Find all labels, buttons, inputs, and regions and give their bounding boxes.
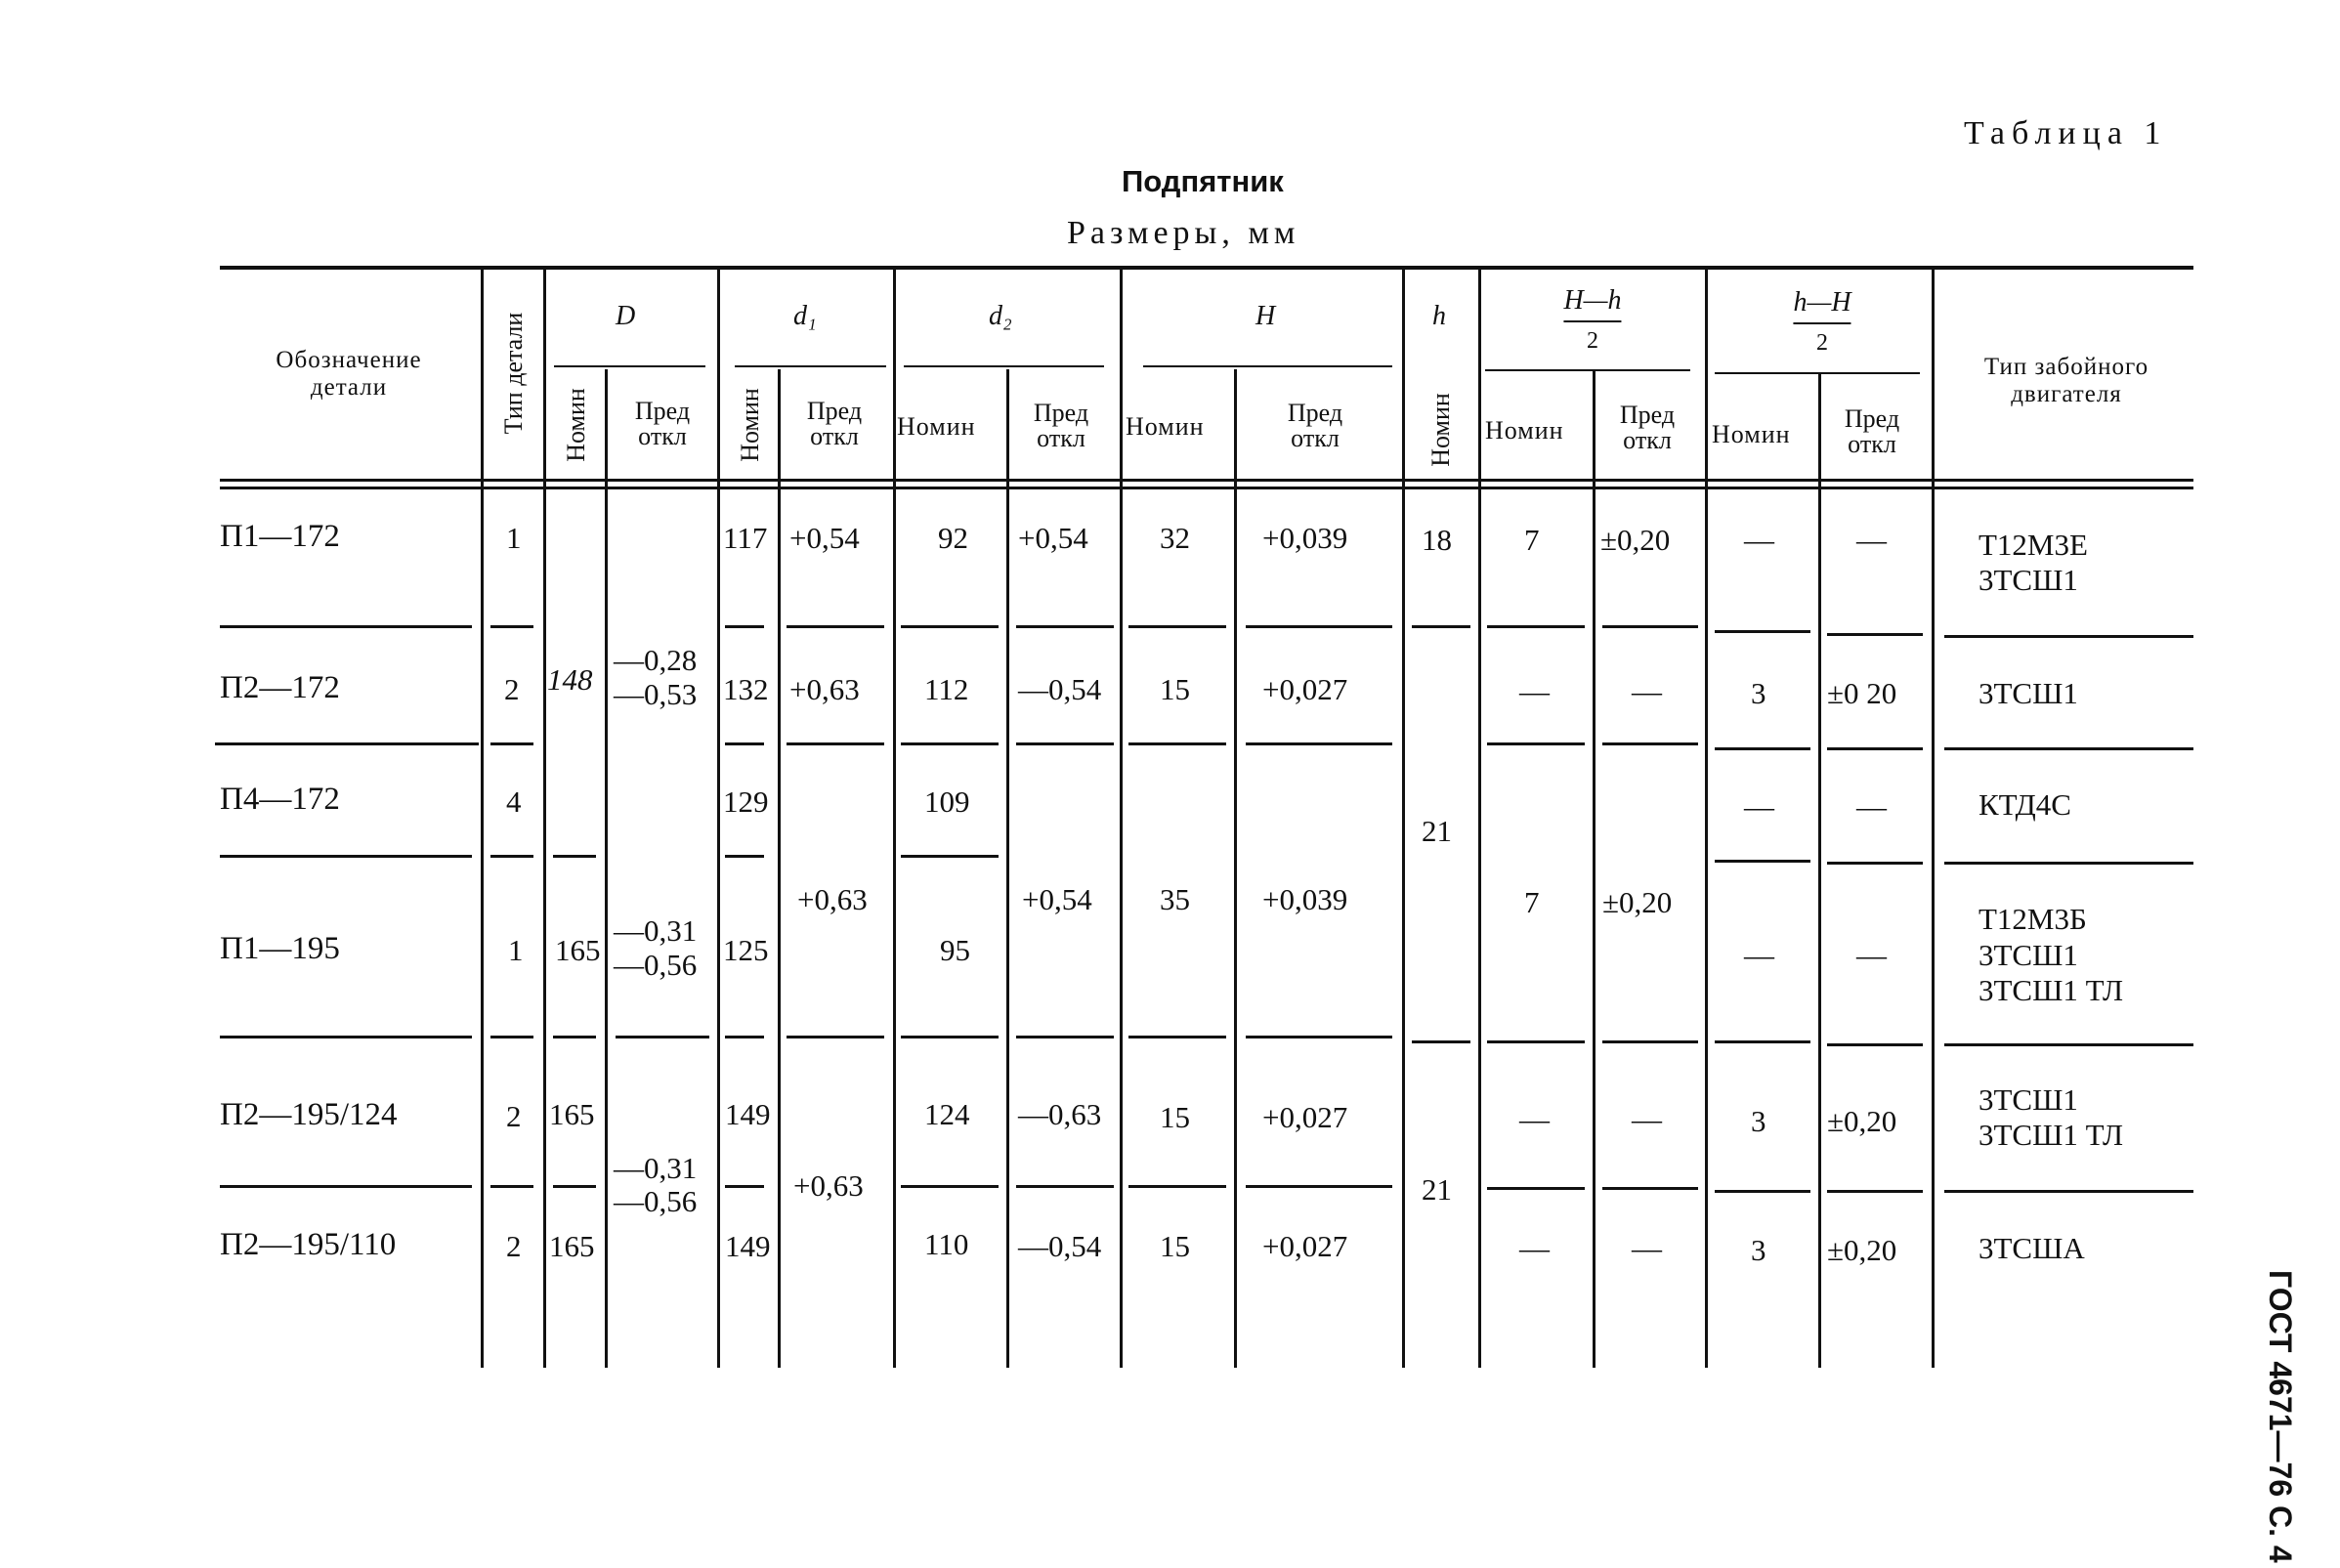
row-rule: [1715, 1040, 1810, 1043]
col-sep: [1006, 369, 1009, 1368]
cell-H-nomin: 15: [1160, 1229, 1190, 1263]
cell-designation: П2—195/110: [220, 1227, 397, 1262]
col-sep: [1478, 266, 1481, 1368]
col-sep: [1234, 369, 1237, 1368]
row-rule: [901, 742, 999, 745]
cell-engine: Т12М3Б: [1978, 902, 2087, 936]
row-rule: [1827, 747, 1923, 750]
row-rule: [1487, 1040, 1585, 1043]
Hh-denominator: 2: [1587, 328, 1598, 354]
cell-part-type: 1: [508, 933, 524, 967]
cell-engine: 3ТСШ1 ТЛ: [1978, 1118, 2124, 1152]
row-rule: [725, 1036, 764, 1038]
row-rule: [1128, 742, 1226, 745]
row-rule: [1827, 1043, 1923, 1046]
Hh-numerator: H—h: [1563, 285, 1622, 316]
subheader-d2-pred: Пред откл: [1033, 399, 1089, 452]
col-sep: [717, 266, 720, 1368]
row-rule: [220, 855, 472, 858]
row-rule: [490, 625, 533, 628]
subheader-Hh-nomin: Номин: [1485, 416, 1564, 445]
group-line-Hh: [1485, 369, 1690, 371]
cell-Hh-nomin: —: [1519, 674, 1550, 708]
cell-H-pred: +0,027: [1262, 1100, 1348, 1134]
row-rule: [1246, 742, 1392, 745]
header-part-type: Тип детали: [499, 312, 528, 435]
col-sep: [1932, 266, 1935, 1368]
cell-H-pred: +0,039: [1262, 521, 1348, 555]
cell-D-nomin: 165: [555, 933, 601, 967]
row-rule: [490, 742, 533, 745]
side-caption: ГОСТ 4671—76 С. 4: [2263, 1270, 2298, 1563]
row-rule: [220, 1036, 472, 1038]
row-rule: [1016, 742, 1114, 745]
cell-hH-nomin: —: [1744, 789, 1774, 824]
subheader-d1-nomin: Номин: [736, 388, 764, 462]
cell-d1-pred: +0,63: [793, 1168, 864, 1203]
row-rule: [1412, 625, 1470, 628]
cell-H-nomin: 15: [1160, 1100, 1190, 1134]
cell-engine: 3ТСШ1: [1978, 938, 2078, 972]
row-rule: [215, 742, 479, 745]
row-rule: [1944, 635, 2193, 638]
cell-d2-nomin: 109: [924, 784, 970, 819]
row-rule: [1827, 633, 1923, 636]
row-rule: [901, 1185, 999, 1188]
cell-hH-nomin: —: [1744, 938, 1774, 972]
cell-d1-nomin: 132: [723, 672, 769, 706]
row-rule: [553, 855, 596, 858]
cell-d1-nomin: 117: [723, 521, 768, 555]
row-rule: [490, 855, 533, 858]
row-rule: [725, 1185, 764, 1188]
cell-part-type: 2: [504, 672, 520, 706]
cell-hH-pred: —: [1856, 938, 1887, 972]
cell-D-nomin: 148: [547, 662, 593, 697]
header-d1: d₁: [793, 301, 817, 331]
header-H: H: [1255, 301, 1276, 331]
group-line-hH: [1715, 372, 1920, 374]
cell-engine: 3ТСШ1: [1978, 1082, 2078, 1117]
cell-hH-nomin: 3: [1751, 1233, 1766, 1267]
table-subtitle: Размеры, мм: [1067, 215, 1300, 251]
row-rule: [1944, 747, 2193, 750]
cell-d2-nomin: 92: [938, 521, 968, 555]
row-rule: [787, 742, 884, 745]
subheader-d1-pred: Пред откл: [806, 397, 863, 450]
cell-d1-pred: +0,63: [797, 882, 868, 916]
row-rule: [553, 1036, 596, 1038]
subheader-d2-nomin: Номин: [897, 412, 976, 441]
cell-hH-pred: ±0 20: [1827, 676, 1897, 710]
row-rule: [1128, 1036, 1226, 1038]
cell-D-pred: —0,56: [614, 948, 698, 982]
row-rule: [1016, 625, 1114, 628]
subheader-H-pred: Пред откл: [1287, 399, 1343, 452]
col-sep: [1402, 266, 1405, 1368]
cell-D-nomin: 165: [549, 1097, 595, 1131]
subheader-D-pred: Пред откл: [634, 397, 691, 450]
row-rule: [1412, 1040, 1470, 1043]
cell-H-pred: +0,039: [1262, 882, 1348, 916]
cell-D-pred: —0,28: [614, 643, 698, 677]
cell-d1-nomin: 149: [725, 1229, 771, 1263]
cell-d1-pred: +0,54: [789, 521, 860, 555]
cell-Hh-pred: —: [1632, 1102, 1662, 1136]
cell-hH-pred: —: [1856, 523, 1887, 557]
row-rule: [1715, 747, 1810, 750]
cell-D-nomin: 165: [549, 1229, 595, 1263]
cell-d1-nomin: 129: [723, 784, 769, 819]
cell-part-type: 1: [506, 521, 522, 555]
cell-H-nomin: 32: [1160, 521, 1190, 555]
col-sep: [1705, 266, 1708, 1368]
row-rule: [901, 1036, 999, 1038]
cell-d2-pred: —0,54: [1018, 672, 1102, 706]
cell-part-type: 2: [506, 1099, 522, 1133]
subheader-hH-pred: Пред откл: [1844, 404, 1900, 458]
cell-hH-pred: ±0,20: [1827, 1104, 1897, 1138]
row-rule: [220, 625, 472, 628]
row-rule: [1715, 1190, 1810, 1193]
row-rule: [1246, 1185, 1392, 1188]
cell-Hh-pred: ±0,20: [1600, 523, 1671, 557]
cell-Hh-pred: —: [1632, 674, 1662, 708]
header-bottom-rule-2: [220, 487, 2193, 489]
hH-numerator: h—H: [1793, 287, 1851, 318]
cell-h: 18: [1422, 523, 1452, 557]
subheader-hH-nomin: Номин: [1712, 420, 1791, 448]
row-rule: [1827, 1190, 1923, 1193]
cell-d2-pred: —0,63: [1018, 1097, 1102, 1131]
cell-Hh-nomin: 7: [1524, 523, 1540, 557]
row-rule: [725, 855, 764, 858]
cell-D-pred: —0,56: [614, 1184, 698, 1218]
row-rule: [1944, 1190, 2193, 1193]
cell-engine: 3ТСШ1: [1978, 676, 2078, 710]
row-rule: [1944, 862, 2193, 865]
cell-designation: П2—172: [220, 670, 340, 705]
cell-d2-pred: —0,54: [1018, 1229, 1102, 1263]
col-sep: [1818, 374, 1821, 1368]
cell-Hh-pred: —: [1632, 1231, 1662, 1265]
cell-Hh-pred: ±0,20: [1602, 885, 1673, 919]
group-line-d1: [735, 365, 886, 367]
cell-d2-nomin: 95: [940, 933, 970, 967]
cell-engine: Т12М3Е: [1978, 528, 2088, 562]
cell-h: 21: [1422, 1172, 1452, 1207]
cell-hH-nomin: 3: [1751, 676, 1766, 710]
cell-engine: КТД4С: [1978, 787, 2071, 822]
subheader-D-nomin: Номин: [562, 388, 590, 462]
cell-Hh-nomin: 7: [1524, 885, 1540, 919]
row-rule: [787, 625, 884, 628]
group-line-H: [1143, 365, 1392, 367]
row-rule: [725, 625, 764, 628]
cell-d2-pred: +0,54: [1022, 882, 1092, 916]
row-rule: [901, 625, 999, 628]
cell-H-pred: +0,027: [1262, 1229, 1348, 1263]
row-rule: [1016, 1036, 1114, 1038]
hH-denominator: 2: [1816, 330, 1828, 356]
header-h: h: [1432, 301, 1446, 331]
col-sep: [481, 266, 484, 1368]
row-rule: [1602, 625, 1698, 628]
header-designation: Обозначение детали: [276, 347, 422, 401]
row-rule: [1246, 625, 1392, 628]
header-D: D: [616, 301, 636, 331]
row-rule: [787, 1036, 884, 1038]
subheader-h-nomin: Номин: [1426, 393, 1455, 467]
cell-part-type: 4: [506, 784, 522, 819]
col-sep: [605, 369, 608, 1368]
cell-Hh-nomin: —: [1519, 1102, 1550, 1136]
cell-d2-nomin: 110: [924, 1227, 969, 1261]
row-rule: [1016, 1185, 1114, 1188]
cell-d2-nomin: 124: [924, 1097, 970, 1131]
cell-engine: 3ТСШ1: [1978, 563, 2078, 597]
row-rule: [1827, 862, 1923, 865]
header-Hh-fraction: [1563, 287, 1621, 354]
table-label: Таблица 1: [1964, 115, 2168, 151]
row-rule: [1602, 742, 1698, 745]
row-rule: [490, 1185, 533, 1188]
cell-Hh-nomin: —: [1519, 1231, 1550, 1265]
header-hH-fraction: [1793, 289, 1851, 356]
col-sep: [893, 266, 896, 1368]
row-rule: [490, 1036, 533, 1038]
table-top-rule: [220, 266, 2193, 270]
col-sep: [543, 266, 546, 1368]
cell-H-nomin: 35: [1160, 882, 1190, 916]
group-line-d2: [904, 365, 1104, 367]
cell-hH-pred: ±0,20: [1827, 1233, 1897, 1267]
subheader-H-nomin: Номин: [1126, 412, 1205, 441]
row-rule: [220, 1185, 472, 1188]
cell-d2-pred: +0,54: [1018, 521, 1088, 555]
row-rule: [1128, 625, 1226, 628]
cell-h: 21: [1422, 814, 1452, 848]
cell-d1-nomin: 149: [725, 1097, 771, 1131]
cell-d1-nomin: 125: [723, 933, 769, 967]
cell-H-pred: +0,027: [1262, 672, 1348, 706]
col-sep: [1120, 266, 1123, 1368]
cell-d2-nomin: 112: [924, 672, 969, 706]
row-rule: [1602, 1040, 1698, 1043]
row-rule: [1487, 1187, 1585, 1190]
cell-designation: П1—172: [220, 519, 340, 554]
cell-hH-nomin: 3: [1751, 1104, 1766, 1138]
cell-D-pred: —0,31: [614, 1151, 698, 1185]
col-sep: [778, 369, 781, 1368]
row-rule: [1944, 1043, 2193, 1046]
cell-engine: 3ТСШ1 ТЛ: [1978, 973, 2124, 1007]
cell-D-pred: —0,53: [614, 677, 698, 711]
cell-H-nomin: 15: [1160, 672, 1190, 706]
row-rule: [1246, 1036, 1392, 1038]
row-rule: [1715, 860, 1810, 863]
cell-part-type: 2: [506, 1229, 522, 1263]
table-title: Подпятник: [1122, 164, 1284, 198]
header-bottom-rule-1: [220, 479, 2193, 482]
header-d2: d₂: [989, 301, 1012, 331]
row-rule: [1128, 1185, 1226, 1188]
cell-hH-pred: —: [1856, 789, 1887, 824]
cell-engine: 3ТСША: [1978, 1231, 2085, 1265]
row-rule: [1487, 625, 1585, 628]
cell-D-pred: —0,31: [614, 913, 698, 948]
row-rule: [725, 742, 764, 745]
row-rule: [616, 1036, 709, 1038]
row-rule: [1487, 742, 1585, 745]
cell-designation: П2—195/124: [220, 1097, 398, 1132]
cell-d1-pred: +0,63: [789, 672, 860, 706]
cell-hH-nomin: —: [1744, 523, 1774, 557]
group-line-D: [554, 365, 705, 367]
row-rule: [553, 1185, 596, 1188]
col-sep: [1593, 371, 1595, 1368]
row-rule: [1602, 1187, 1698, 1190]
row-rule: [901, 855, 999, 858]
subheader-Hh-pred: Пред откл: [1619, 401, 1676, 454]
row-rule: [1715, 630, 1810, 633]
cell-designation: П1—195: [220, 931, 340, 966]
cell-designation: П4—172: [220, 782, 340, 817]
header-engine-type: Тип забойного двигателя: [1983, 354, 2149, 407]
